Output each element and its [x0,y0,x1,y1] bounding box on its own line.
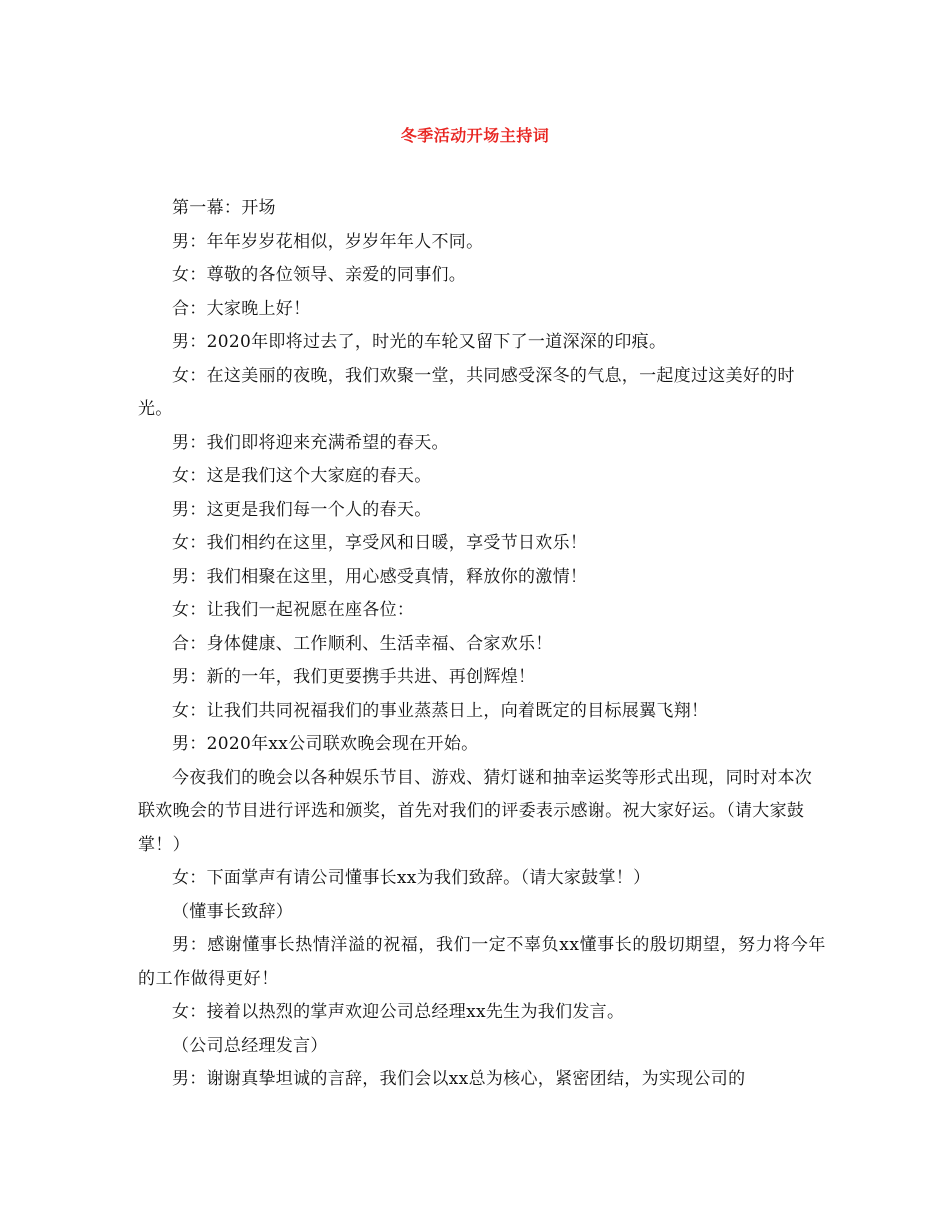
document-body [138,192,828,1097]
paragraph: 女：让我们共同祝福我们的事业蒸蒸日上，向着既定的目标展翼飞翔！ [172,700,709,721]
paragraph: 男：2020年xx公司联欢晚会现在开始。 [172,734,479,754]
paragraph: 合：身体健康、工作顺利、生活幸福、合家欢乐！ [172,633,553,654]
paragraph: 合：大家晚上好！ [172,298,311,319]
paragraph: 第一幕：开场 [172,198,276,218]
paragraph: 男：新的一年，我们更要携手共进、再创辉煌！ [172,667,536,687]
paragraph: 女：让我们一起祝愿在座各位： [172,600,415,620]
paragraph: （懂事长致辞） [172,901,294,922]
paragraph: 男：这更是我们每一个人的春天。 [172,499,432,520]
paragraph: 男：感谢懂事长热情洋溢的祝福，我们一定不辜负xx懂事长的殷切期望，努力将今年的工作做得更好！ [138,935,826,989]
paragraph: 女：在这美丽的夜晚，我们欢聚一堂，共同感受深冬的气息，一起度过这美好的时光。 [138,365,795,419]
paragraph: 今夜我们的晚会以各种娱乐节目、游戏、猜灯谜和抽幸运奖等形式出现，同时对本次联欢晚会的节目进行评选和颁奖，首先对我们的评委表示感谢。祝大家好运。（请大家鼓掌！） [138,767,813,855]
paragraph: （公司总经理发言） [172,1035,328,1056]
paragraph: 女：下面掌声有请公司懂事长xx为我们致辞。（请大家鼓掌！） [172,868,651,888]
paragraph: 男：2020年即将过去了，时光的车轮又留下了一道深深的印痕。 [172,332,667,352]
paragraph: 男：我们即将迎来充满希望的春天。 [172,432,449,453]
paragraph: 男：年年岁岁花相似，岁岁年年人不同。 [172,231,484,252]
paragraph: 女：这是我们这个大家庭的春天。 [172,466,432,486]
paragraph: 女：我们相约在这里，享受风和日暖，享受节日欢乐！ [172,533,588,553]
document-title: 冬季活动开场主持词 [400,126,550,145]
paragraph: 女：接着以热烈的掌声欢迎公司总经理xx先生为我们发言。 [172,1002,625,1022]
paragraph: 男：谢谢真挚坦诚的言辞，我们会以xx总为核心，紧密团结，为实现公司的 [172,1069,746,1089]
paragraph: 女：尊敬的各位领导、亲爱的同事们。 [172,265,467,285]
paragraph: 男：我们相聚在这里，用心感受真情，释放你的激情！ [172,566,588,587]
